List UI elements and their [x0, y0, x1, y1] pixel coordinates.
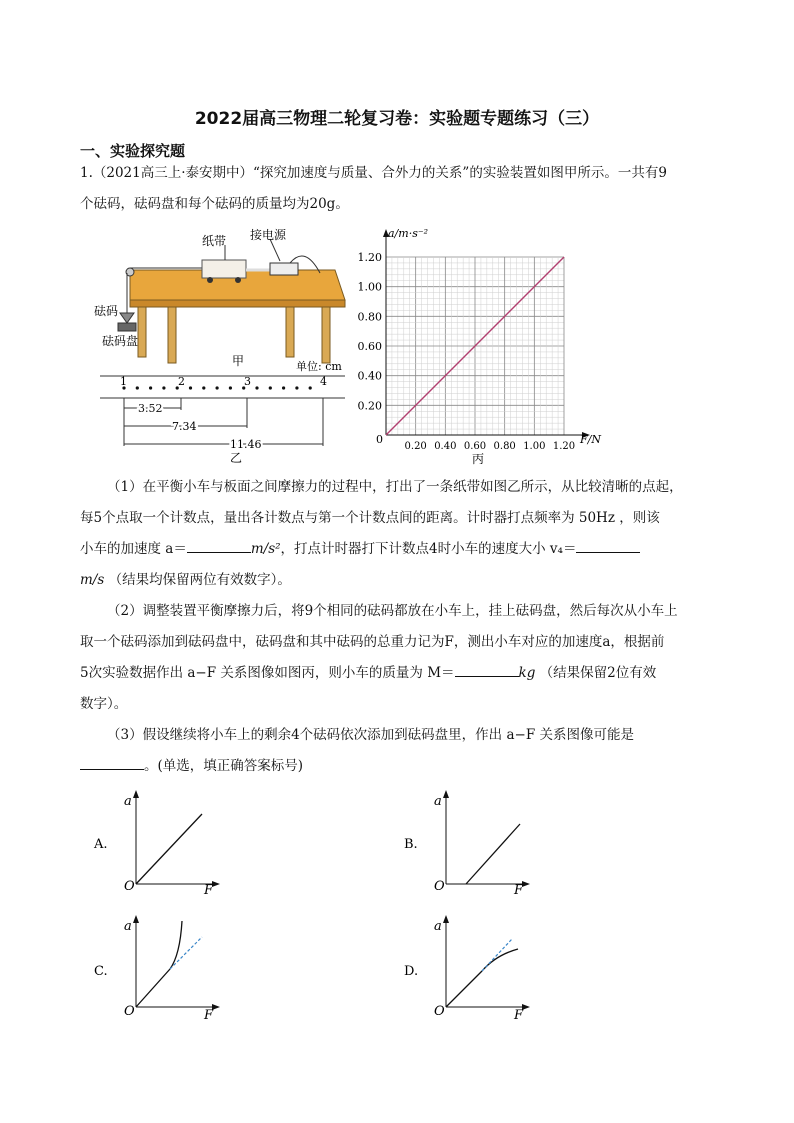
part-2-line-4: 数字）。: [80, 696, 128, 712]
arrow-icon: [443, 915, 449, 923]
point-4: 4: [320, 375, 327, 388]
part-3-line-1: （3）假设继续将小车上的剩余4个砝码依次添加到砝码盘里，作出 a−F 关系图像可能是: [107, 727, 634, 743]
origin-label: O: [434, 1004, 445, 1019]
origin-label: O: [434, 879, 445, 894]
tape-dot: [309, 386, 312, 389]
axis-label-a: a: [434, 794, 442, 809]
answer-blank-a[interactable]: [187, 538, 251, 553]
tape-dot: [295, 386, 298, 389]
curve: [446, 949, 518, 1007]
weight-icon: [120, 313, 134, 323]
axis-label-a: a: [124, 919, 132, 934]
y-tick-label: 0.80: [358, 310, 382, 324]
dim-12: 3.52: [138, 402, 163, 415]
velocity-unit: m/s: [80, 572, 105, 588]
chart-origin: 0: [376, 433, 383, 446]
y-tick-label: 0.40: [358, 369, 382, 383]
mass-note: （结果保留2位有效: [539, 665, 657, 681]
option-a-letter: A.: [94, 837, 108, 852]
caption-jia: 甲: [232, 354, 245, 368]
option-d[interactable]: [400, 915, 540, 1025]
tape-unit: 单位: cm: [296, 360, 342, 373]
part-1-line-3: [80, 534, 730, 565]
part-1-line-1: （1）在平衡小车与板面之间摩擦力的过程中，打出了一条纸带如图乙所示，从比较清晰的点起，: [107, 479, 683, 495]
x-tick-label: 0.80: [493, 441, 516, 452]
origin-label: O: [124, 879, 135, 894]
arrow-icon: [522, 1004, 530, 1010]
y-tick-label: 0.20: [358, 399, 382, 413]
point-3: 3: [244, 375, 251, 388]
y-tick-label: 1.20: [358, 251, 382, 264]
tape-dots: [122, 386, 311, 389]
caption-yi: 乙: [230, 451, 243, 465]
option-a[interactable]: [90, 790, 230, 895]
tape-dot: [216, 386, 219, 389]
question-intro: [80, 158, 730, 220]
reference-line: [170, 937, 202, 969]
y-tick-label: 0.60: [358, 340, 382, 353]
tape-dot: [136, 386, 139, 389]
wheel-icon: [207, 277, 213, 283]
x-tick-label: 0.20: [404, 441, 427, 452]
page-title: 2022届高三物理二轮复习卷：实验题专题练习（三）: [194, 109, 600, 129]
option-b-letter: B.: [404, 837, 418, 852]
x-tick-label: 1.20: [552, 441, 576, 452]
single-choice-note: 。(单选，填正确答案标号): [144, 758, 304, 774]
arrow-icon: [443, 790, 449, 798]
arrow-icon: [212, 881, 220, 887]
arrow-icon: [133, 915, 139, 923]
answer-blank-v4[interactable]: [576, 538, 640, 553]
arrow-icon: [133, 790, 139, 798]
option-c-letter: C.: [94, 964, 108, 979]
tape-dot: [189, 386, 192, 389]
dim-13: 7.34: [172, 420, 197, 433]
wheel-icon: [235, 277, 241, 283]
table-leg: [286, 307, 294, 357]
chart-ylabel: a/m·s⁻²: [388, 227, 429, 240]
part-1-line-4: [80, 565, 730, 596]
curve: [466, 824, 520, 884]
axis-label-f: F: [204, 883, 214, 895]
point-2: 2: [178, 375, 185, 388]
precision-note: （结果均保留两位有效数字）。: [108, 572, 291, 588]
part-2-line-3: [80, 658, 730, 689]
caption-bing: 丙: [472, 452, 485, 466]
chart-ticks: [358, 251, 575, 452]
answer-blank-mass[interactable]: [455, 662, 519, 677]
pan-icon: [118, 323, 136, 331]
axis-label-a: a: [124, 794, 132, 809]
x-tick-label: 0.60: [463, 441, 487, 452]
origin-label: O: [124, 1004, 135, 1019]
tape-dot: [269, 386, 272, 389]
section-heading: 一、实验探究题: [80, 142, 186, 160]
label-power: 接电源: [250, 228, 287, 242]
axis-label-f: F: [514, 883, 524, 895]
table-leg: [138, 307, 146, 357]
arrow-icon: [522, 881, 530, 887]
axis-label-a: a: [434, 919, 442, 934]
tape-dot: [162, 386, 165, 389]
y-tick-label: 1.00: [358, 280, 382, 294]
intro-line-2: 个砝码，砝码盘和每个砝码的质量均为20g。: [80, 196, 349, 212]
table-leg: [322, 307, 330, 363]
tape-dot: [202, 386, 205, 389]
tape-dot: [229, 386, 232, 389]
label-pan: 砝码盘: [102, 334, 139, 348]
axis-label-f: F: [514, 1008, 524, 1023]
dim-14: 11.46: [230, 438, 262, 451]
part-2-line-1: （2）调整装置平衡摩擦力后，将9个相同的砝码都放在小车上，挂上砝码盘，然后每次从小车上: [107, 603, 678, 619]
mass-prompt: 5次实验数据作出 a−F 关系图像如图丙，则小车的质量为 M＝: [80, 665, 455, 681]
velocity-prompt: ，打点计时器打下计数点4时小车的速度大小 v₄＝: [280, 541, 577, 557]
board-edge: [130, 300, 345, 307]
part-1-line-2: 每5个点取一个计数点，量出各计数点与第一个计数点间的距离。计时器打点频率为 50Hz ，则该: [80, 510, 660, 526]
x-tick-label: 1.00: [523, 441, 546, 452]
label-tape: 纸带: [202, 234, 227, 248]
arrow-icon: [212, 1004, 220, 1010]
part-3-line-2: [80, 751, 730, 782]
tape-dot: [255, 386, 258, 389]
intro-line-1: 1.（2021高三上·泰安期中）“探究加速度与质量、合外力的关系”的实验装置如图甲所示。一共有9: [80, 165, 667, 181]
accel-unit: m/s²: [250, 541, 281, 557]
chart-xlabel: F/N: [580, 433, 601, 446]
cart-icon: [202, 260, 246, 278]
figure-a-f-chart: [358, 225, 618, 470]
accel-prompt: 小车的加速度 a＝: [80, 541, 187, 557]
tape-dot: [149, 386, 152, 389]
tape-dot: [282, 386, 285, 389]
curve: [136, 814, 202, 884]
point-1: 1: [120, 375, 127, 388]
part-2-line-2: 取一个砝码添加到砝码盘中，砝码盘和其中砝码的总重力记为F，测出小车对应的加速度a，根据前: [80, 634, 665, 650]
option-c[interactable]: [90, 915, 230, 1025]
timer-icon: [270, 263, 298, 275]
reference-line: [482, 939, 512, 971]
table-leg: [168, 307, 176, 363]
mass-unit: kg: [518, 665, 536, 681]
answer-blank-choice[interactable]: [80, 755, 144, 770]
label-weight: 砝码: [94, 304, 119, 318]
leader-line: [270, 239, 280, 261]
x-tick-label: 0.40: [434, 441, 457, 452]
figure-tape: [100, 358, 350, 466]
option-b[interactable]: [400, 790, 540, 895]
option-d-letter: D.: [404, 964, 419, 979]
axis-label-f: F: [204, 1008, 214, 1023]
